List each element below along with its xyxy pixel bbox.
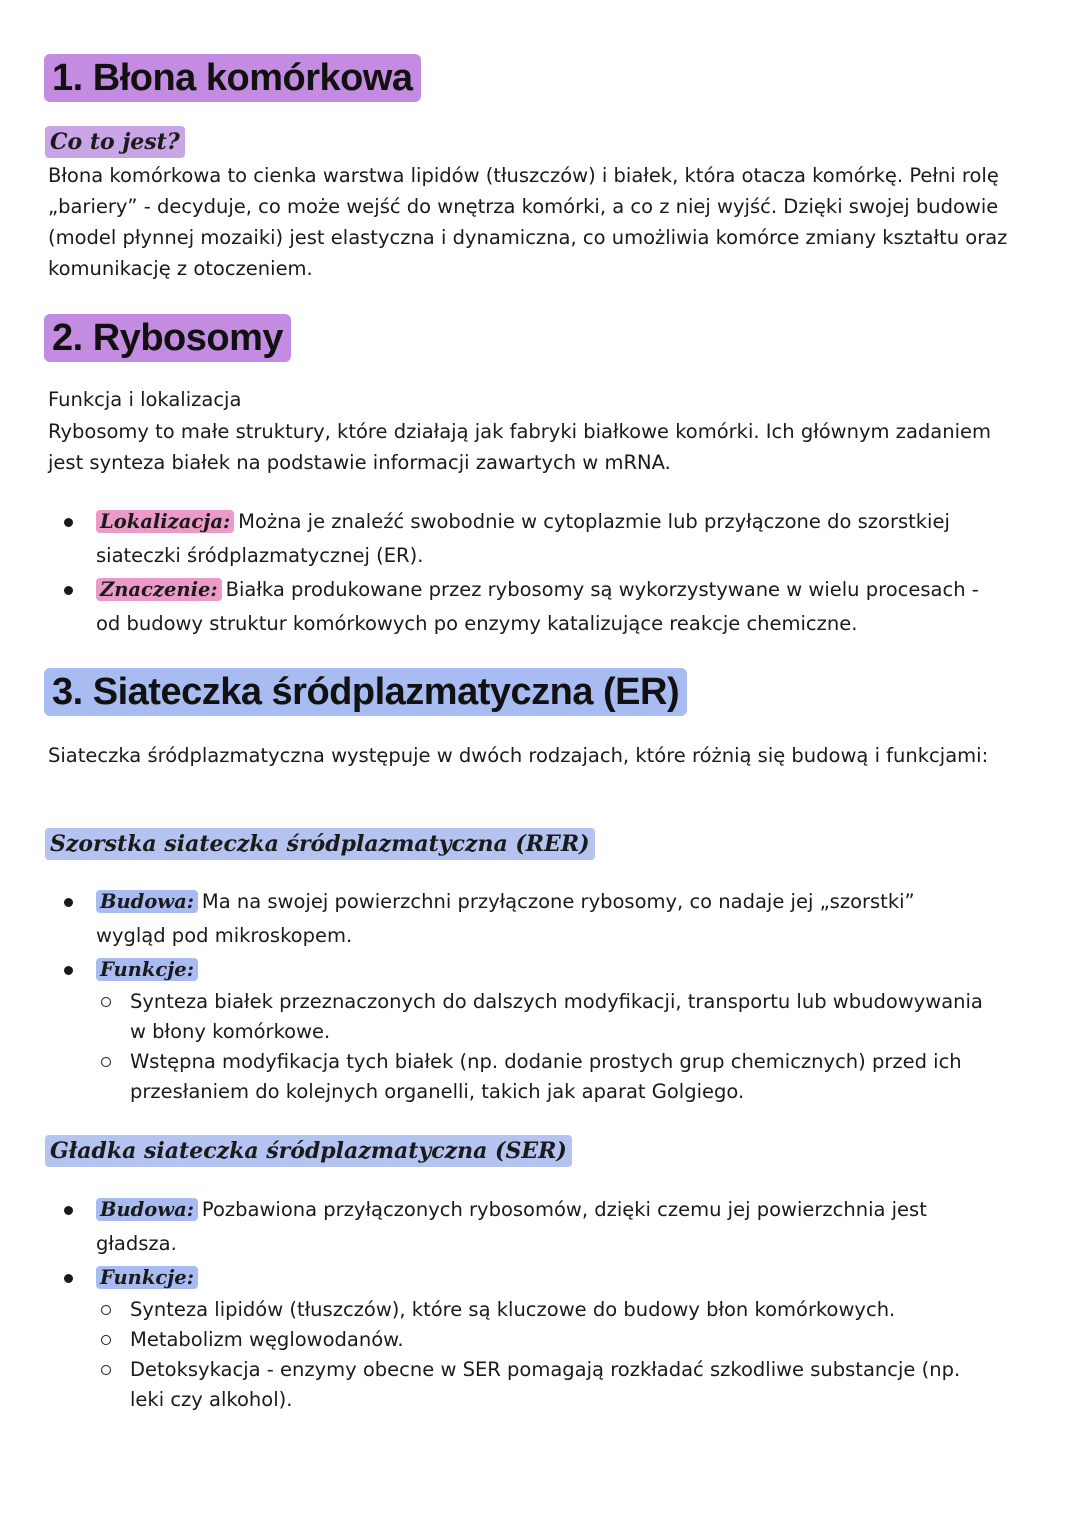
sub-list-item: Metabolizm węglowodanów. (96, 1325, 984, 1355)
sub-list-item: Detoksykacja - enzymy obecne w SER pomagają rozkładać szkodliwe substancje (np. leki czy alkohol). (96, 1355, 984, 1415)
section-2-intro: Rybosomy to małe struktury, które działają jak fabryki białkowe komórki. Ich głównym zadaniem jest synteza białek na podstawie informacji zawartych w mRNA. (48, 420, 991, 474)
sub-list-item: Synteza białek przeznaczonych do dalszych modyfikacji, transportu lub wbudowywania w błony komórkowe. (96, 987, 984, 1047)
keyword-label: Budowa: (96, 1198, 198, 1221)
list-item-text: Ma na swojej powierzchni przyłączone rybosomy, co nadaje jej „szorstki” wygląd pod mikroskopem. (96, 890, 915, 947)
rer-functions-list (96, 987, 984, 1107)
list-item (44, 885, 984, 953)
list-item (44, 953, 984, 1107)
list-item (44, 505, 984, 573)
rer-title: Szorstka siateczka śródplazmatyczna (RER) (45, 828, 595, 860)
keyword-label: Funkcje: (96, 958, 198, 981)
section-2-intro-heading: Funkcja i lokalizacja (48, 388, 242, 411)
section-3-intro: Siateczka śródplazmatyczna występuje w dwóch rodzajach, które różnią się budową i funkcjami: (48, 744, 989, 767)
sub-list-item: Wstępna modyfikacja tych białek (np. dodanie prostych grup chemicznych) przed ich przesłaniem do kolejnych organelli, takich jak aparat Golgiego. (96, 1047, 984, 1107)
keyword-label: Funkcje: (96, 1266, 198, 1289)
keyword-label: Budowa: (96, 890, 198, 913)
ser-functions-list (96, 1295, 984, 1415)
list-item (44, 1193, 984, 1261)
section-2-title: 2. Rybosomy (44, 314, 291, 362)
section-1-text: Błona komórkowa to cienka warstwa lipidów (tłuszczów) i białek, która otacza komórkę. Pełni rolę „bariery” - decyduje, co może wejść do wnętrza komórki, a co z niej wyjść. Dzięki swojej budowie (model płynnej mozaiki) jest elastyczna i dynamiczna, co umożliwia komórce zmiany kształtu oraz komunikację z otoczeniem. (48, 164, 1008, 280)
section-3-title: 3. Siateczka śródplazmatyczna (ER) (44, 668, 687, 716)
keyword-label: Znaczenie: (96, 578, 222, 601)
list-item-text: Można je znaleźć swobodnie w cytoplazmie lub przyłączone do szorstkiej siateczki śródplazmatycznej (ER). (96, 510, 950, 567)
list-item-text: Pozbawiona przyłączonych rybosomów, dzięki czemu jej powierzchnia jest gładsza. (96, 1198, 927, 1255)
list-item-text: Białka produkowane przez rybosomy są wykorzystywane w wielu procesach - od budowy struktur komórkowych po enzymy katalizujące reakcje chemiczne. (96, 578, 979, 635)
section-1-subtitle: Co to jest? (45, 126, 185, 158)
list-item (44, 1261, 984, 1415)
section-1-title: 1. Błona komórkowa (44, 54, 421, 102)
section-2-bullets (44, 505, 984, 641)
ser-bullets (44, 1193, 984, 1415)
ser-title: Gładka siateczka śródplazmatyczna (SER) (45, 1135, 572, 1167)
sub-list-item: Synteza lipidów (tłuszczów), które są kluczowe do budowy błon komórkowych. (96, 1295, 984, 1325)
keyword-label: Lokalizacja: (96, 510, 234, 533)
rer-bullets (44, 885, 984, 1107)
list-item (44, 573, 984, 641)
